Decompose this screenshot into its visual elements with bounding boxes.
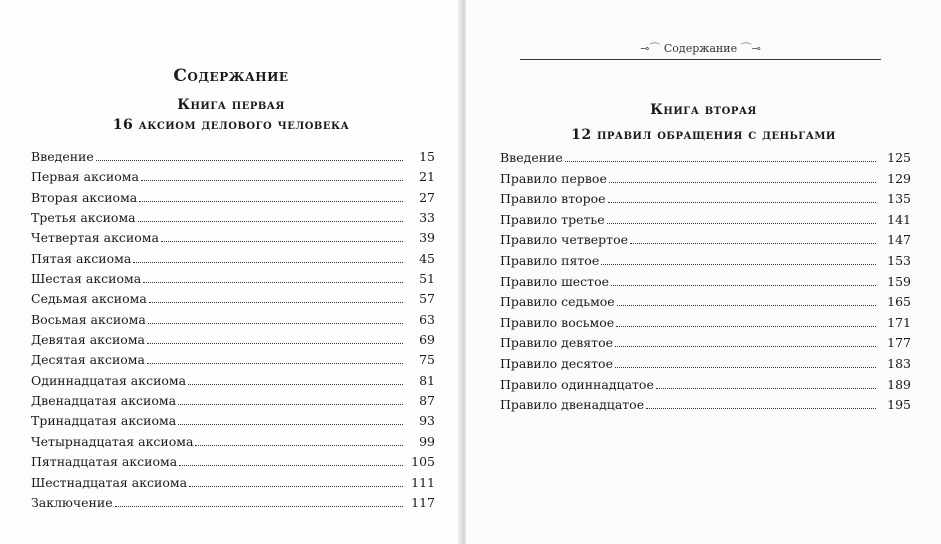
toc-entry [31,169,435,189]
toc-entry [31,352,435,372]
toc-entry-label: Правило второе [500,191,606,207]
toc-entry-label-group [31,393,406,408]
dot-leader [188,384,403,385]
dot-leader [147,343,403,344]
toc-entry-label: Шестнадцатая аксиома [31,474,188,490]
toc-entry-label-group [31,169,406,184]
toc-entry [31,190,435,210]
dot-leader [617,305,876,306]
ornament-right-icon: ⌒⊸ [737,42,761,55]
toc-entry-page: 99 [419,433,435,449]
toc-entry-label: Правило первое [500,170,607,186]
dot-leader [615,346,876,347]
toc-entry-page: 141 [887,211,911,227]
toc-entry [500,294,911,315]
toc-entry-label: Введение [31,149,94,164]
dot-leader [143,282,403,283]
toc-entry-label-group [31,210,406,225]
toc-entry [31,230,435,250]
toc-entry [500,191,911,212]
toc-entry-page: 105 [411,454,435,470]
left-page [0,0,462,544]
dot-leader [601,264,876,265]
toc-entry-label-group [500,253,879,268]
toc-entry-label-group [500,377,879,392]
toc-entry [500,335,911,356]
book-two-subtitle: 12 правил обращения с деньгами [571,127,836,143]
toc-entry-page: 81 [419,372,435,388]
toc-entry-page: 93 [419,413,435,429]
dot-leader [607,223,876,224]
toc-entry-page: 45 [419,250,435,266]
toc-entry-label: Правило одиннадцатое [500,376,654,392]
dot-leader [161,241,403,242]
toc-entry [500,232,911,253]
toc-entry-page: 63 [419,311,435,327]
toc-entry-page: 195 [887,397,911,413]
toc-entry [500,274,911,295]
book-two-title: Книга вторая [650,102,757,118]
toc-entry [31,332,435,352]
toc-entry-label-group [500,335,879,350]
toc-entry-page: 135 [887,191,911,207]
toc-entry-label: Правило десятое [500,355,613,371]
toc-entry-label-group [31,352,406,367]
toc-entry [31,312,435,332]
toc-entry-page: 39 [419,230,435,246]
dot-leader [189,486,403,487]
toc-entry-label-group [500,294,879,309]
toc-entry-label-group [31,312,406,327]
toc-entry-label-group [500,397,879,412]
dot-leader [178,404,403,405]
toc-entry-page: 111 [411,474,435,490]
toc-entry-label: Пятнадцатая аксиома [31,454,178,470]
toc-entry-label: Правило третье [500,211,605,227]
left-toc-list [31,149,435,515]
toc-entry-page: 15 [419,149,435,164]
toc-entry-page: 51 [419,271,435,287]
book-one-title: Книга первая [177,97,285,113]
header-rule [520,59,881,60]
toc-entry-label: Шестая аксиома [31,271,142,287]
toc-entry-label: Четырнадцатая аксиома [31,433,194,449]
toc-entry-page: 177 [887,335,911,351]
toc-entry-label-group [31,413,406,428]
toc-entry-label: Вторая аксиома [31,189,138,205]
toc-entry-label-group [31,373,406,388]
toc-entry [31,210,435,230]
toc-entry-label-group [31,434,406,449]
toc-entry-page: 21 [419,169,435,185]
dot-leader [133,262,403,263]
toc-entry-label: Правило четвертое [500,232,629,248]
toc-entry-label-group [500,232,879,247]
toc-entry-page: 159 [887,273,911,289]
toc-entry-label: Восьмая аксиома [31,311,146,327]
toc-entry [31,271,435,291]
toc-entry-label: Правило пятое [500,252,600,268]
toc-entry [31,475,435,495]
toc-entry [500,150,911,171]
toc-entry-label: Введение [500,150,563,165]
toc-entry-label: Тринадцатая аксиома [31,413,177,429]
toc-entry-page: 125 [887,150,911,165]
toc-entry-label-group [31,251,406,266]
toc-entry-label-group [500,315,879,330]
toc-entry-label-group [31,149,406,164]
toc-entry-label-group [31,271,406,286]
book-one-subtitle: 16 аксиом делового человека [112,117,350,133]
dot-leader [141,180,403,181]
dot-leader [148,323,403,324]
dot-leader [609,182,876,183]
toc-entry-label: Десятая аксиома [31,352,145,368]
toc-entry-label-group [500,274,879,289]
ornament-left-icon: ⊸⌒ [640,42,664,55]
toc-entry [31,149,435,169]
toc-entry-page: 183 [887,355,911,371]
dot-leader [611,285,876,286]
toc-entry-label: Третья аксиома [31,210,136,226]
dot-leader [149,302,403,303]
toc-entry-label-group [31,475,406,490]
dot-leader [565,161,876,162]
dot-leader [139,201,403,202]
toc-entry-page: 75 [419,352,435,368]
toc-entry-label: Правило шестое [500,273,610,289]
toc-entry [31,393,435,413]
toc-entry-page: 33 [419,210,435,226]
toc-entry-page: 57 [419,291,435,307]
toc-entry-label-group [31,454,406,469]
toc-entry [500,356,911,377]
running-head [520,40,881,56]
toc-entry-label: Одиннадцатая аксиома [31,372,187,388]
dot-leader [178,424,403,425]
toc-entry-label-group [500,171,879,186]
toc-entry-label-group [500,150,879,165]
toc-entry-page: 189 [887,376,911,392]
toc-entry [500,253,911,274]
dot-leader [616,326,876,327]
dot-leader [96,160,403,161]
toc-entry [500,315,911,336]
toc-entry [500,212,911,233]
toc-entry [500,397,911,418]
toc-entry-label-group [500,356,879,371]
toc-entry-label: Девятая аксиома [31,332,146,348]
dot-leader [646,408,876,409]
toc-entry-label: Пятая аксиома [31,250,132,266]
toc-entry-label: Четвертая аксиома [31,230,159,246]
toc-entry-label: Правило седьмое [500,294,615,310]
toc-entry-label: Двенадцатая аксиома [31,393,177,409]
toc-entry-label-group [31,230,406,245]
toc-entry-page: 165 [887,294,911,310]
right-toc-list [500,150,911,418]
toc-entry-label: Правило восьмое [500,314,615,330]
toc-entry-label-group [500,191,879,206]
toc-entry-page: 87 [419,393,435,409]
toc-entry-label: Правило двенадцатое [500,397,645,413]
dot-leader [656,388,876,389]
toc-entry [31,413,435,433]
toc-entry-label: Седьмая аксиома [31,291,147,307]
toc-entry-label-group [31,495,406,510]
dot-leader [179,465,403,466]
toc-entry-label: Правило девятое [500,335,614,351]
toc-entry-label-group [31,332,406,347]
toc-entry-label-group [500,212,879,227]
running-head-text: Содержание [663,42,738,55]
toc-entry [31,495,435,515]
toc-entry-page: 147 [887,232,911,248]
toc-entry [31,251,435,271]
toc-entry-page: 153 [887,252,911,268]
contents-heading: Содержание [173,66,289,86]
toc-entry [31,434,435,454]
dot-leader [608,202,876,203]
dot-leader [630,243,876,244]
toc-entry-label: Заключение [31,494,113,510]
toc-entry [31,291,435,311]
toc-entry-page: 69 [419,332,435,348]
dot-leader [147,363,403,364]
toc-entry-label: Первая аксиома [31,169,139,185]
toc-entry-page: 129 [887,170,911,186]
toc-entry [31,454,435,474]
toc-entry-page: 171 [887,314,911,330]
toc-entry-page: 27 [419,189,435,205]
dot-leader [115,506,403,507]
toc-entry-label-group [31,190,406,205]
toc-entry [31,373,435,393]
toc-entry-label-group [31,291,406,306]
toc-entry [500,377,911,398]
dot-leader [615,367,876,368]
dot-leader [138,221,403,222]
toc-entry-page: 117 [411,494,435,510]
dot-leader [195,445,403,446]
toc-entry [500,171,911,192]
